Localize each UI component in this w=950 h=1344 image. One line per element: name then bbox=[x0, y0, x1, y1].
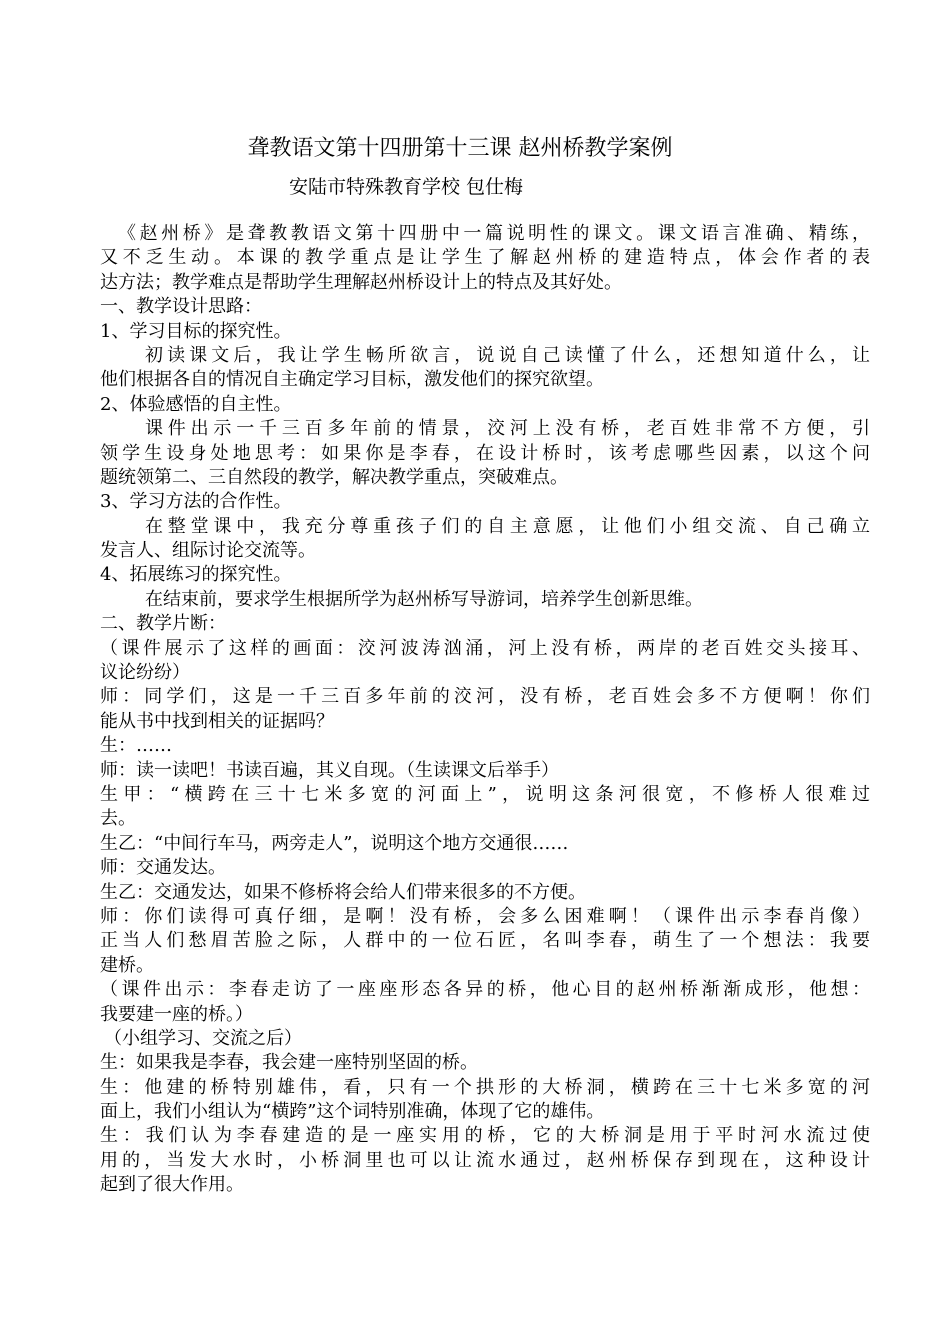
text-line: 3、学习方法的合作性。 bbox=[100, 491, 292, 513]
text-line: 在结束前，要求学生根据所学为赵州桥写导游词，培养学生创新思维。 bbox=[145, 588, 703, 610]
text-line: 发言人、组际讨论交流等。 bbox=[100, 540, 316, 562]
text-line: 师：同学们，这是一千三百多年前的洨河，没有桥，老百姓会多不方便啊！你们 bbox=[100, 686, 870, 708]
document-body bbox=[100, 222, 870, 1198]
text-line: 我要建一座的桥。） bbox=[100, 1003, 253, 1025]
text-line: 能从书中找到相关的证据吗？ bbox=[100, 710, 334, 732]
text-line: 二、教学片断： bbox=[100, 613, 226, 635]
text-line: （小组学习、交流之后） bbox=[104, 1027, 302, 1049]
text-line: 在整堂课中，我充分尊重孩子们的自主意愿，让他们小组交流、自己确立 bbox=[145, 515, 870, 537]
text-line: 2、体验感悟的自主性。 bbox=[100, 393, 292, 415]
text-line: （课件出示：李春走访了一座座形态各异的桥，他心目的赵州桥渐渐成形，他想： bbox=[100, 979, 870, 1001]
text-line: 师：你们读得可真仔细，是啊！没有桥，会多么困难啊！（课件出示李春肖像） bbox=[100, 905, 870, 927]
text-line: 生：我们认为李春建造的是一座实用的桥，它的大桥洞是用于平时河水流过使 bbox=[100, 1125, 870, 1147]
text-line: 初读课文后，我让学生畅所欲言，说说自己读懂了什么，还想知道什么，让 bbox=[145, 344, 870, 366]
text-line: 用的，当发大水时，小桥洞里也可以让流水通过，赵州桥保存到现在，这种设计 bbox=[100, 1149, 870, 1171]
text-line: 去。 bbox=[100, 808, 136, 830]
text-line: 又不乏生动。本课的教学重点是让学生了解赵州桥的建造特点，体会作者的表 bbox=[100, 247, 870, 269]
text-line: 一、教学设计思路： bbox=[100, 296, 262, 318]
text-line: 议论纷纷） bbox=[100, 662, 190, 684]
text-line: （课件展示了这样的画面：洨河波涛汹涌，河上没有桥，两岸的老百姓交头接耳、 bbox=[100, 637, 870, 659]
text-line: 《赵州桥》是聋教教语文第十四册中一篇说明性的课文。课文语言准确、精练， bbox=[118, 223, 870, 244]
text-line: 1、学习目标的探究性。 bbox=[100, 320, 292, 342]
text-line: 课件出示一千三百多年前的情景，洨河上没有桥，老百姓非常不方便，引 bbox=[145, 418, 870, 440]
document-author: 安陆市特殊教育学校 包仕梅 bbox=[289, 176, 524, 198]
text-line: 建桥。 bbox=[100, 954, 154, 976]
text-line: 师：读一读吧！书读百遍，其义自现。（生读课文后举手） bbox=[100, 759, 559, 781]
text-line: 生乙：交通发达，如果不修桥将会给人们带来很多的不方便。 bbox=[100, 881, 586, 903]
text-line: 达方法；教学难点是帮助学生理解赵州桥设计上的特点及其好处。 bbox=[100, 271, 622, 293]
text-line: 起到了很大作用。 bbox=[100, 1174, 244, 1196]
text-line: 正当人们愁眉苦脸之际，人群中的一位石匠，名叫李春，萌生了一个想法：我要 bbox=[100, 930, 870, 952]
text-line: 生：他建的桥特别雄伟，看，只有一个拱形的大桥洞，横跨在三十七米多宽的河 bbox=[100, 1076, 870, 1098]
text-line: 生乙：“中间行车马，两旁走人”，说明这个地方交通很…… bbox=[100, 832, 569, 854]
document-title: 聋教语文第十四册第十三课 赵州桥教学案例 bbox=[247, 136, 673, 161]
text-line: 生甲：“横跨在三十七米多宽的河面上”，说明这条河很宽，不修桥人很难过 bbox=[100, 783, 870, 805]
text-line: 师：交通发达。 bbox=[100, 857, 226, 879]
text-line: 生：…… bbox=[100, 735, 172, 757]
text-line: 生：如果我是李春，我会建一座特别坚固的桥。 bbox=[100, 1052, 478, 1074]
text-line: 4、拓展练习的探究性。 bbox=[100, 564, 292, 586]
text-line: 题统领第二、三自然段的教学，解决教学重点，突破难点。 bbox=[100, 466, 568, 488]
text-line: 领学生设身处地思考：如果你是李春，在设计桥时，该考虑哪些因素，以这个问 bbox=[100, 442, 870, 464]
text-line: 他们根据各自的情况自主确定学习目标，激发他们的探究欲望。 bbox=[100, 369, 604, 391]
text-line: 面上，我们小组认为“横跨”这个词特别准确，体现了它的雄伟。 bbox=[100, 1101, 605, 1123]
